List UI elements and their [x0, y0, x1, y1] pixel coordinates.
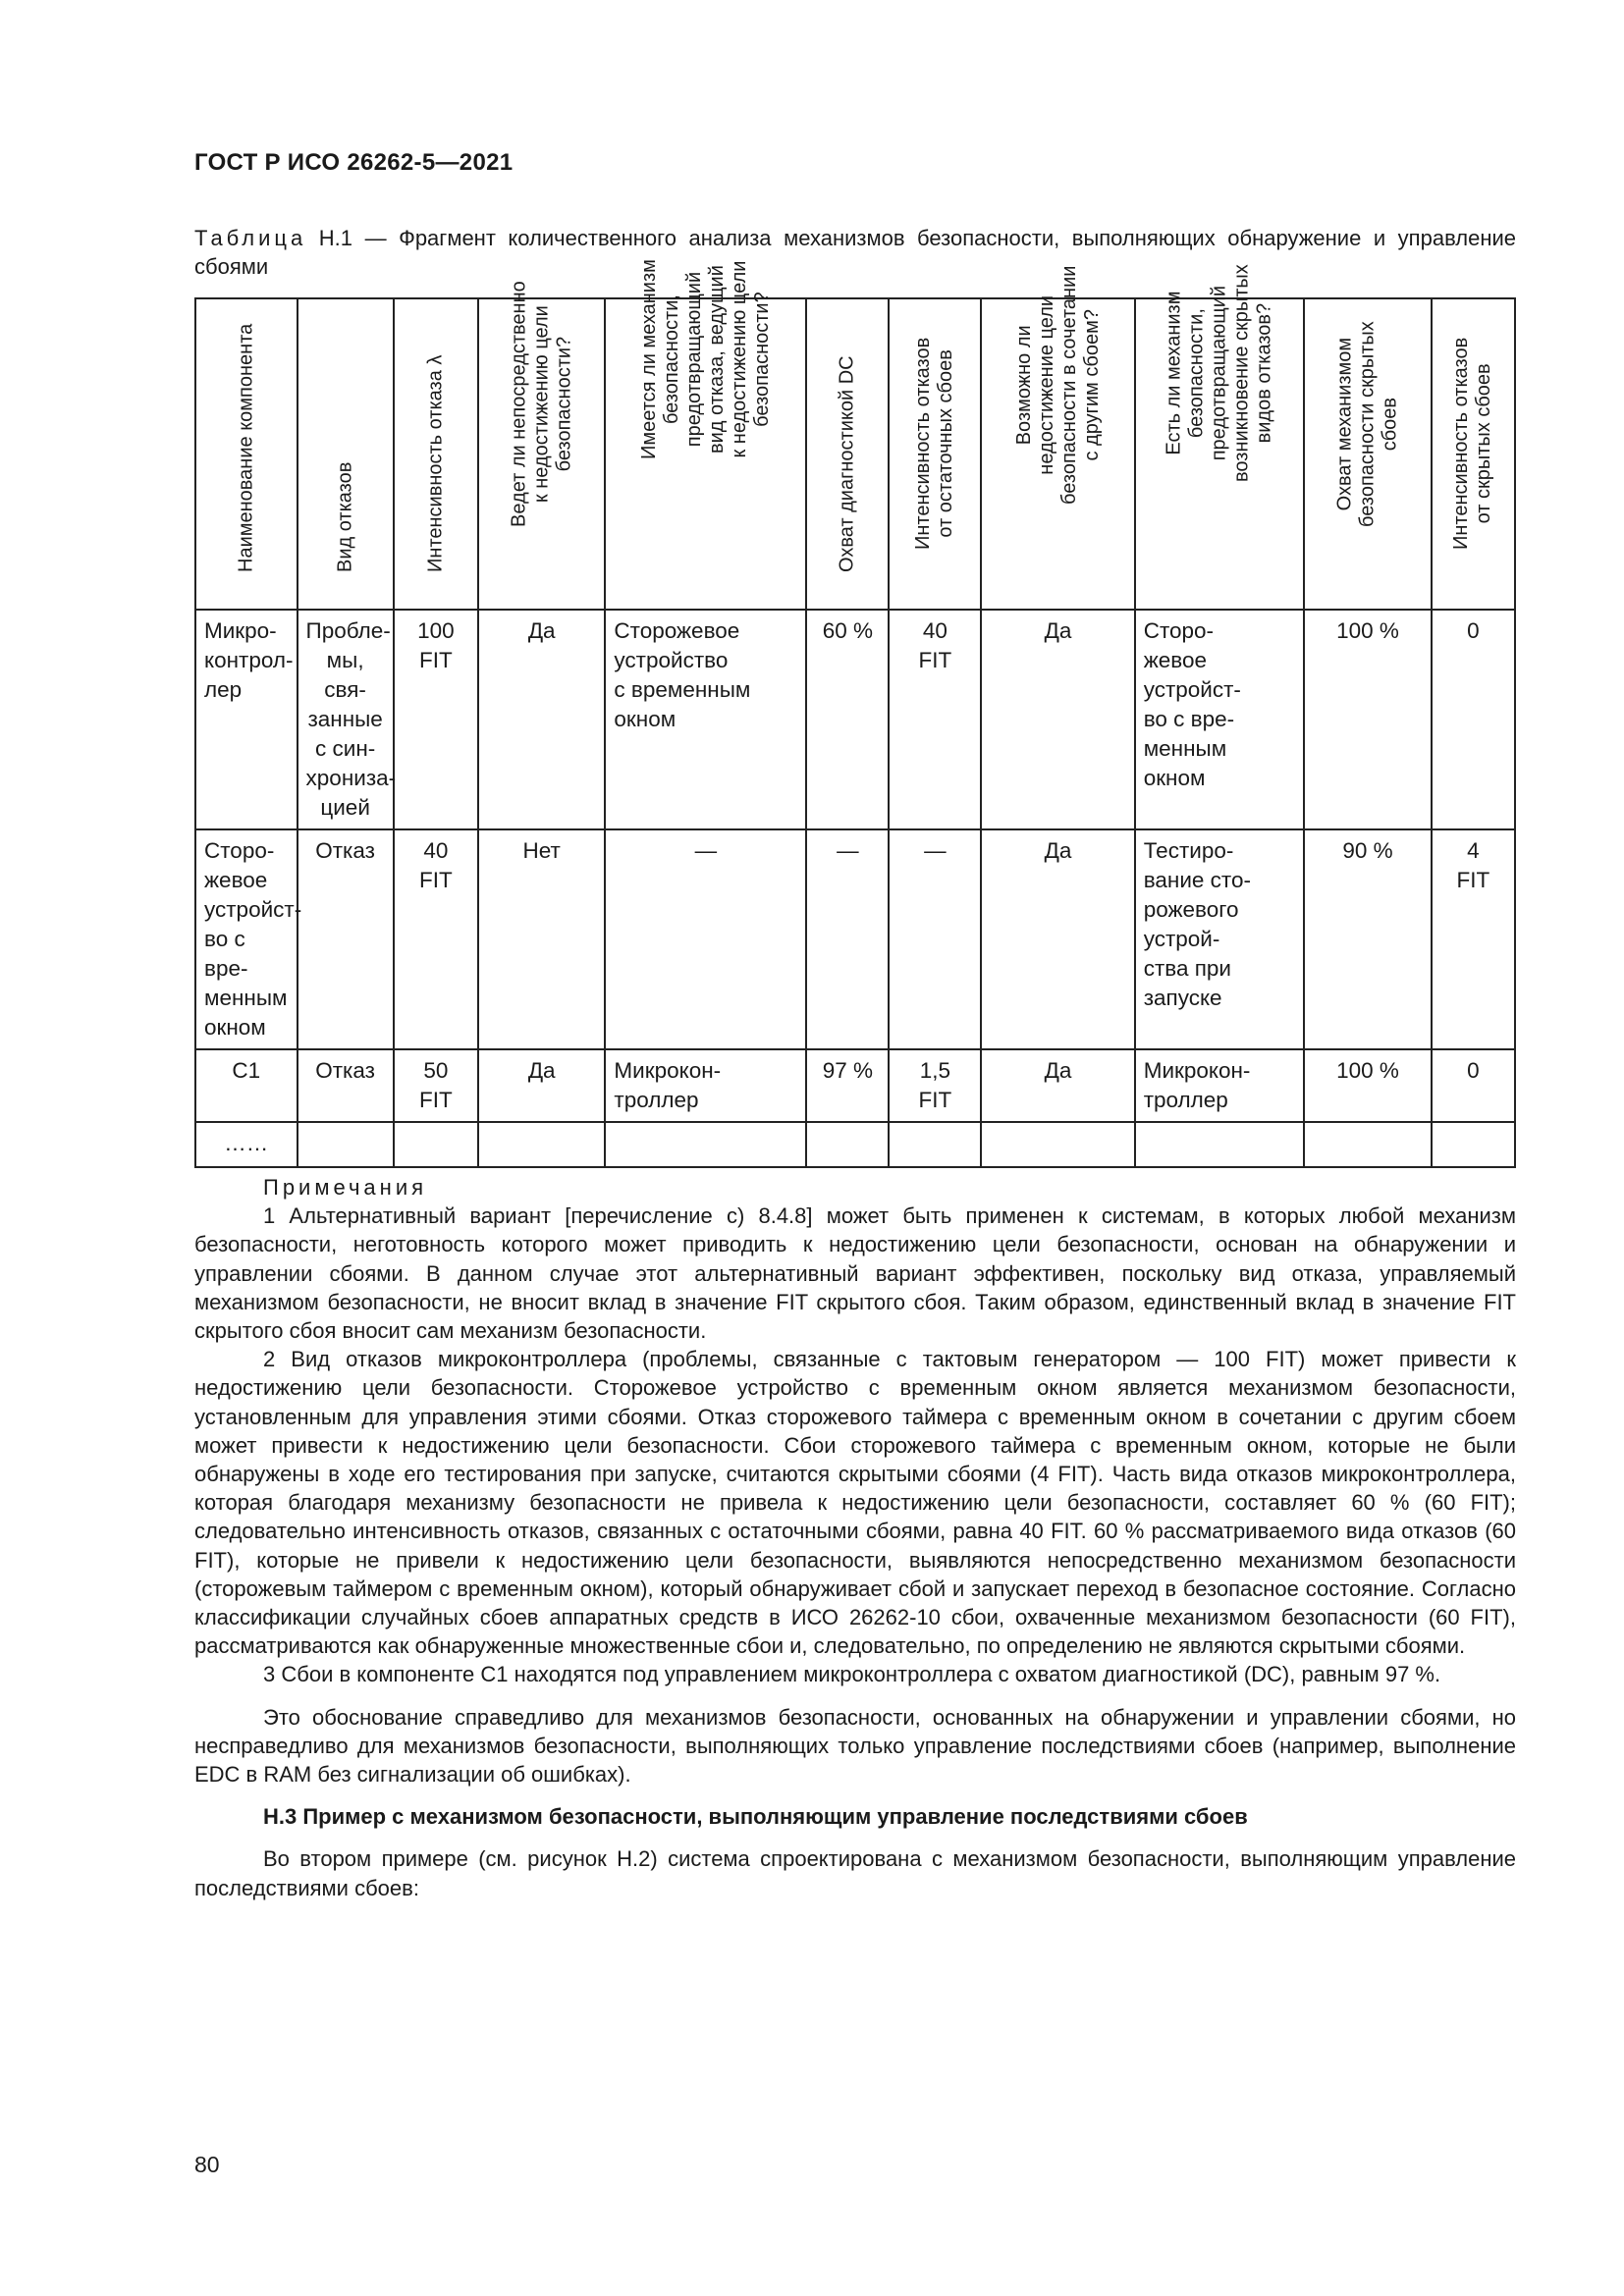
table-cell [806, 1122, 889, 1167]
table-cell [478, 1122, 605, 1167]
column-header-line: от скрытых сбоев [1473, 363, 1495, 524]
table-cell [478, 1049, 605, 1122]
cell-line: окном [204, 1015, 266, 1040]
column-header [605, 259, 806, 610]
page-number: 80 [194, 2152, 220, 2177]
cell-line: троллер [614, 1088, 699, 1112]
column-header-label [235, 324, 257, 572]
table-cell [1135, 829, 1305, 1049]
table-cell [889, 1049, 981, 1122]
column-header-line: безопасности? [553, 336, 575, 472]
cell-line: Тестиро- [1143, 838, 1234, 863]
column-header-label [508, 281, 575, 527]
cell-line: Отказ [315, 1058, 375, 1083]
column-header-line: вид отказа, ведущий [705, 265, 728, 454]
fmea-table [194, 259, 1516, 1168]
cell-line: 100 [417, 618, 455, 643]
cell-line: устройст- [204, 897, 302, 922]
column-header [478, 281, 605, 610]
column-header-line: Есть ли механизм [1163, 291, 1185, 455]
caption-text: Н.1 — Фрагмент количественного анализа механизмов безопасности, выполняющих обнаружение и управление сбоями [194, 226, 1516, 279]
table-cell [1135, 610, 1305, 829]
table-cell [195, 1049, 298, 1122]
cell-line: Микрокон- [614, 1058, 722, 1083]
caption-label: Таблица [194, 226, 307, 250]
cell-line: лер [204, 677, 243, 702]
cell-line: — [837, 838, 859, 863]
cell-line: контрол- [204, 648, 294, 672]
note-2: 2 Вид отказов микроконтроллера (проблемы, связанные с тактовым генератором — 100 FIT) может привести к недостижению цели безопасности. Сторожевое устройство с временным окном является механизмом безопасности, установленным для управления этими сбоями. Отказ сторожевого таймера с временным окном в сочетании с другим сбоем может привести к недостижению цели безопасности. Сбои сторожевого таймера с временным окном, которые не были обнаружены в ходе его тестирования при запуске, считаются скрытыми сбоями (4 FIT). Часть вида отказов микроконтроллера, которая благодаря механизму безопасности не привела к недостижению цели безопасности, составляет 60 % (60 FIT); следовательно интенсивность отказов, связанных с остаточными сбоями, равна 40 FIT. 60 % рассматриваемого вида отказов (60 FIT), которые не привели к недостижению цели безопасности, выявляются непосредственно механизмом безопасности (сторожевым таймером с временным окном), который обнаруживает сбой и запускает переход в безопасное состояние. Согласно классификации случайных сбоев аппаратных средств в ИСО 26262-10 сбои, охваченные механизмом безопасности (60 FIT), рассматриваются как обнаруженные множественные сбои и, следовательно, по определению не являются скрытыми сбоями. [194, 1347, 1516, 1659]
table-cell [394, 829, 478, 1049]
column-header-line: Интенсивность отказов [1450, 337, 1473, 550]
column-header-line: предотвращающий [682, 271, 705, 448]
cell-line: менным [204, 986, 288, 1010]
column-header-label [1334, 321, 1402, 527]
cell-line: вание сто- [1143, 868, 1251, 892]
table-cell [1304, 1122, 1431, 1167]
table-cell [605, 1122, 806, 1167]
table-cell [1135, 1049, 1305, 1122]
table-body [195, 610, 1515, 1167]
cell-line: FIT [918, 648, 952, 672]
column-header-line: безопасности, [1185, 308, 1208, 439]
cell-line: 1,5 [919, 1058, 951, 1083]
table-row [195, 610, 1515, 829]
table-cell [889, 1122, 981, 1167]
cell-line: 97 % [822, 1058, 874, 1083]
column-header [195, 298, 298, 610]
table-cell [1432, 610, 1515, 829]
table-cell [889, 610, 981, 829]
table-cell [478, 610, 605, 829]
table-cell [298, 829, 394, 1049]
table-cell [195, 829, 302, 1049]
cell-line: во с вре- [204, 927, 248, 981]
table-cell [394, 610, 478, 829]
column-header [806, 298, 889, 610]
table-cell [981, 1049, 1134, 1122]
cell-line: Сторожевое [614, 618, 740, 643]
column-header [1432, 298, 1515, 610]
column-header-line: от остаточных сбоев [935, 349, 957, 538]
cell-line: Микро- [204, 618, 277, 643]
column-header-label [1450, 338, 1495, 550]
column-header [981, 265, 1134, 610]
cell-line: жевое [1143, 648, 1207, 672]
cell-line: Отказ [315, 838, 375, 863]
column-header-line: Интенсивность отказа λ [424, 354, 447, 572]
cell-line: цией [320, 795, 370, 820]
table-cell [478, 829, 605, 1049]
cell-line: окном [614, 707, 677, 731]
cell-line: FIT [418, 648, 453, 672]
cell-line: 100 % [1336, 618, 1399, 643]
cell-line: Да [1044, 1058, 1072, 1083]
document-header: ГОСТ Р ИСО 26262-5—2021 [194, 149, 514, 176]
cell-line: FIT [918, 1088, 952, 1112]
cell-line: 60 % [822, 618, 874, 643]
column-header-label [334, 462, 356, 572]
note-3: 3 Сбои в компоненте С1 находятся под управлением микроконтроллера с охватом диагностикой (DC), равным 97 %. [263, 1662, 1441, 1687]
cell-line: Нет [522, 838, 561, 863]
column-header-line: Возможно ли [1012, 325, 1035, 446]
column-header-label [1013, 266, 1104, 505]
column-header-line: Наименование компонента [235, 323, 257, 572]
table-cell [981, 610, 1134, 829]
cell-line: 0 [1467, 618, 1480, 643]
table-caption [194, 224, 1516, 281]
column-header [1135, 264, 1305, 610]
column-header-line: сбоев [1379, 397, 1401, 452]
column-header [889, 298, 981, 610]
table-cell [298, 1122, 394, 1167]
table-cell [1432, 1122, 1515, 1167]
table-cell [1432, 829, 1515, 1049]
cell-line: с син- [315, 736, 376, 761]
cell-line: Пробле- [305, 618, 391, 643]
notes-title: Примечания [263, 1175, 428, 1200]
column-header-line: Интенсивность отказов [912, 337, 935, 550]
table-cell [605, 829, 806, 1049]
cell-line: FIT [418, 868, 453, 892]
table-cell [981, 829, 1134, 1049]
cell-line: хрониза- [305, 766, 397, 790]
column-header-line: Охват диагностикой DC [836, 355, 858, 572]
cell-line: 100 % [1336, 1058, 1399, 1083]
table-cell [889, 829, 981, 1049]
column-header-line: возникновение скрытых [1230, 264, 1253, 482]
table-cell [195, 1122, 298, 1167]
cell-line: Микрокон- [1143, 1058, 1251, 1083]
column-header-line: недостижение цели [1035, 294, 1057, 475]
note-1: 1 Альтернативный вариант [перечисление с) 8.4.8] может быть применен к системам, в которых любой механизм безопасности, неготовность которого может приводить к недостижению цели безопасности, основан на обнаружении и управлении сбоями. В данном случае этот альтернативный вариант эффективен, поскольку вид отказа, управляемый механизмом безопасности, не вносит вклад в значение FIT скрытого сбоя. Таким образом, единственный вклад в значение FIT скрытого сбоя вносит сам механизм безопасности. [194, 1203, 1516, 1344]
cell-line: FIT [418, 1088, 453, 1112]
table-cell [1304, 829, 1431, 1049]
section-title: Н.3 Пример с механизмом безопасности, выполняющим управление последствиями сбоев [263, 1804, 1248, 1830]
cell-line: с временным [614, 677, 751, 702]
column-header-line: безопасности скрытых [1356, 321, 1379, 527]
table-cell [605, 1049, 806, 1122]
cell-line: С1 [232, 1058, 261, 1083]
cell-line: окном [1143, 766, 1206, 790]
cell-line: рожевого [1143, 897, 1239, 922]
cell-line: …… [224, 1131, 269, 1155]
column-header-line: безопасности, [660, 294, 682, 425]
column-header-line: Охват механизмом [1333, 337, 1356, 511]
cell-line: жевое [204, 868, 268, 892]
cell-line: Сторо- [204, 838, 275, 863]
table-cell [806, 829, 889, 1049]
column-header-line: Вид отказов [334, 461, 356, 572]
table-cell [394, 1122, 478, 1167]
column-header-line: безопасности? [750, 292, 773, 427]
column-header-label [424, 355, 447, 572]
body-paragraph-2: Во втором примере (см. рисунок Н.2) система спроектирована с механизмом безопасности, выполняющим управление последствиями сбоев: [194, 1846, 1516, 1900]
body-paragraph-1: Это обоснование справедливо для механизмов безопасности, основанных на обнаружении и управлении сбоями, но несправедливо для механизмов безопасности, выполняющих только управление последствиями сбоев (например, выполнение EDC в RAM без сигнализации об ошибках). [194, 1704, 1516, 1788]
table-row [195, 1049, 1515, 1122]
column-header-line: к недостижению цели [530, 305, 553, 504]
column-header [298, 298, 394, 610]
table-cell [1304, 1049, 1431, 1122]
cell-line: во с вре- [1143, 707, 1235, 731]
table-cell [1135, 1122, 1305, 1167]
cell-line: 50 [423, 1058, 449, 1083]
column-header-line: с другим сбоем? [1080, 309, 1103, 461]
cell-line: устройст- [1143, 677, 1241, 702]
cell-line: мы, свя- [324, 648, 366, 702]
column-header-line: предотвращающий [1208, 285, 1230, 461]
table-cell [806, 610, 889, 829]
cell-line: 0 [1467, 1058, 1480, 1083]
column-header-line: Ведет ли непосредственно [508, 281, 530, 527]
cell-line: менным [1143, 736, 1227, 761]
cell-line: — [694, 838, 718, 863]
cell-line: запуске [1143, 986, 1222, 1010]
cell-line: 90 % [1342, 838, 1393, 863]
table-cell [981, 1122, 1134, 1167]
cell-line: 40 [423, 838, 449, 863]
table-cell [298, 1049, 394, 1122]
column-header-label [638, 259, 774, 459]
table-cell [195, 610, 298, 829]
cell-line: Сторо- [1143, 618, 1215, 643]
cell-line: троллер [1143, 1088, 1228, 1112]
cell-line: Да [527, 1058, 556, 1083]
table-cell [806, 1049, 889, 1122]
table-cell [394, 1049, 478, 1122]
table-cell [1432, 1049, 1515, 1122]
cell-line: 4 [1467, 838, 1480, 863]
cell-line: 40 [922, 618, 947, 643]
column-header-line: видов отказов? [1253, 302, 1275, 444]
column-header-line: безопасности в сочетании [1057, 265, 1080, 505]
notes-section [194, 1173, 1516, 1902]
table-cell [298, 610, 397, 829]
cell-line: Да [1044, 838, 1072, 863]
cell-line: ства при [1143, 956, 1231, 981]
column-header [394, 298, 478, 610]
column-header-line: к недостижению цели [728, 260, 750, 458]
column-header-line: Имеется ли механизм [637, 259, 660, 459]
table-row [195, 1122, 1515, 1167]
column-header-label [837, 355, 859, 572]
cell-line: устройство [614, 648, 729, 672]
table-cell [1304, 610, 1431, 829]
cell-line: FIT [1456, 868, 1490, 892]
cell-line: Да [1044, 618, 1072, 643]
table-header-row [195, 298, 1515, 610]
table-row [195, 829, 1515, 1049]
cell-line: — [924, 838, 947, 863]
table-cell [605, 610, 806, 829]
column-header [1304, 298, 1431, 610]
column-header-label [912, 338, 957, 550]
column-header-label [1163, 264, 1275, 482]
cell-line: занные [307, 707, 383, 731]
cell-line: устрой- [1143, 927, 1220, 951]
cell-line: Да [527, 618, 556, 643]
